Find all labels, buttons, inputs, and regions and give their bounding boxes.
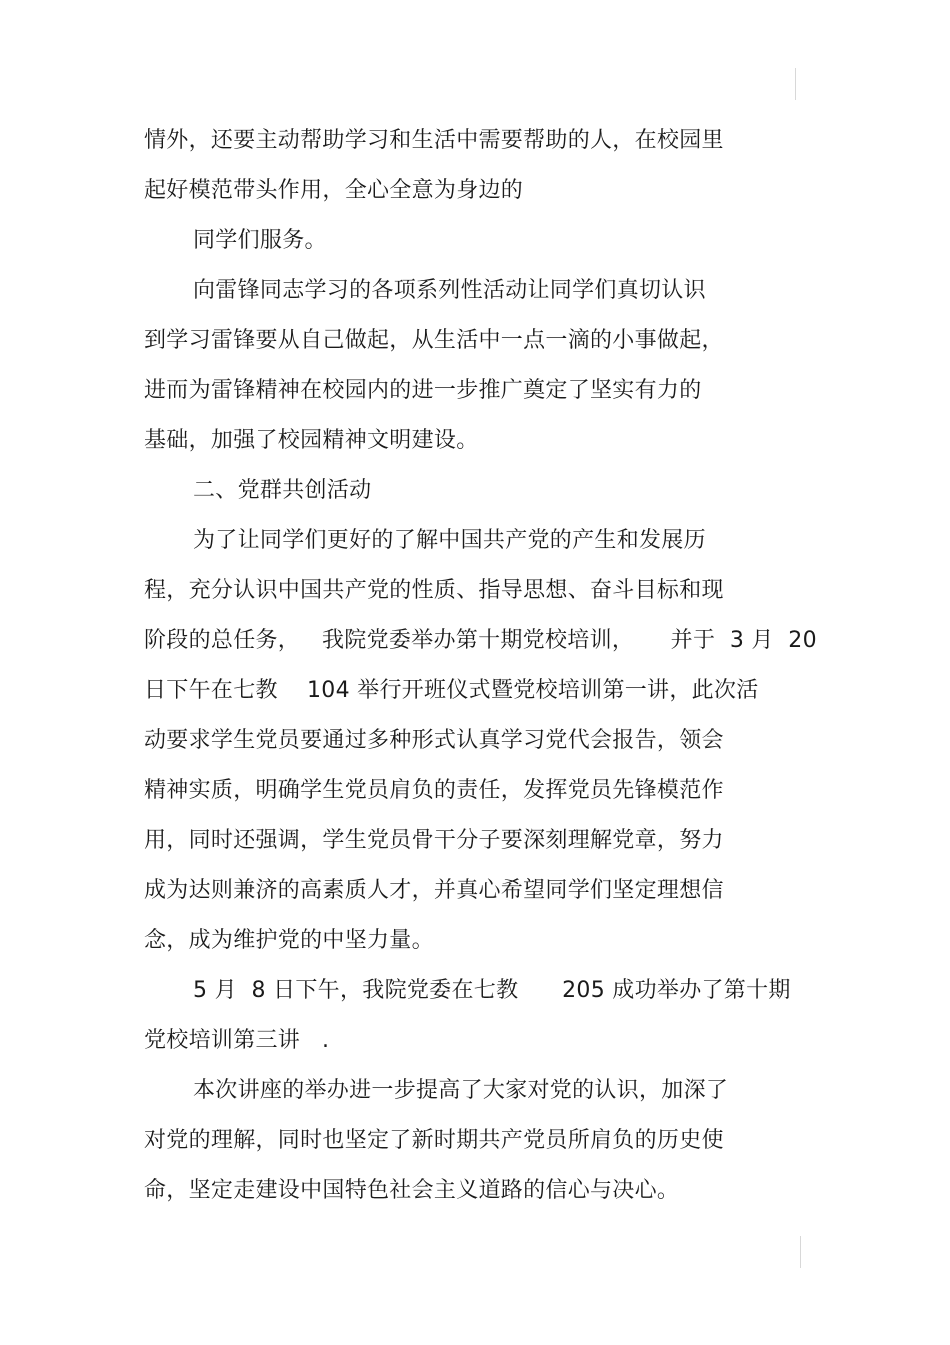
text-line: 进而为雷锋精神在校园内的进一步推广奠定了坚实有力的 <box>144 378 702 403</box>
section-heading: 二、党群共创活动 <box>193 478 372 503</box>
text-line: 对党的理解，同时也坚定了新时期共产党员所肩负的历史使 <box>144 1128 724 1153</box>
text-line: 本次讲座的举办进一步提高了大家对党的认识，加深了 <box>193 1078 729 1103</box>
text-line: 同学们服务。 <box>193 228 327 253</box>
text-line: 基础，加强了校园精神文明建设。 <box>144 428 479 453</box>
text-line: 阶段的总任务， 我院党委举办第十期党校培训， 并于 3 月 20 <box>144 628 817 653</box>
text-line: 情外，还要主动帮助学习和生活中需要帮助的人，在校园里 <box>144 128 724 153</box>
text-line: 程，充分认识中国共产党的性质、指导思想、奋斗目标和现 <box>144 578 724 603</box>
text-line: 用，同时还强调，学生党员骨干分子要深刻理解党章，努力 <box>144 828 724 853</box>
page-edge-mark-top <box>795 68 796 100</box>
text-line: 精神实质，明确学生党员肩负的责任，发挥党员先锋模范作 <box>144 778 724 803</box>
text-line: 起好模范带头作用，全心全意为身边的 <box>144 178 524 203</box>
text-line: 向雷锋同志学习的各项系列性活动让同学们真切认识 <box>193 278 706 303</box>
text-line: 日下午在七教 104 举行开班仪式暨党校培训第一讲，此次活 <box>144 678 759 703</box>
page-edge-mark-bottom <box>800 1236 801 1268</box>
text-line: 命，坚定走建设中国特色社会主义道路的信心与决心。 <box>144 1178 680 1203</box>
text-line: 党校培训第三讲 . <box>144 1028 330 1053</box>
text-line: 动要求学生党员要通过多种形式认真学习党代会报告，领会 <box>144 728 724 753</box>
text-line: 为了让同学们更好的了解中国共产党的产生和发展历 <box>193 528 706 553</box>
text-line: 5 月 8 日下午，我院党委在七教 205 成功举办了第十期 <box>193 978 791 1003</box>
text-line: 念，成为维护党的中坚力量。 <box>144 928 434 953</box>
text-line: 成为达则兼济的高素质人才，并真心希望同学们坚定理想信 <box>144 878 724 903</box>
text-line: 到学习雷锋要从自己做起，从生活中一点一滴的小事做起， <box>144 328 724 353</box>
